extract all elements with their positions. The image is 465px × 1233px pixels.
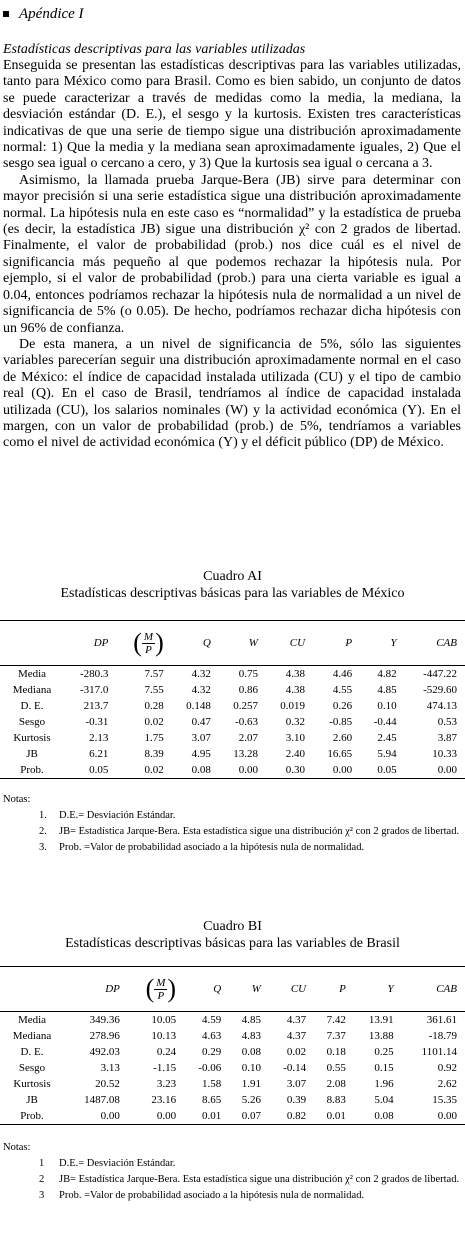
table-row xyxy=(0,1028,465,1044)
table-cell: 5.04 xyxy=(374,1094,394,1106)
table-cell: -529.60 xyxy=(423,684,457,696)
table-cell: 0.05 xyxy=(360,762,404,779)
right-paren: ) xyxy=(167,974,177,1003)
table-row xyxy=(0,1092,465,1108)
section-title: Estadísticas descriptivas para las variables utilizadas xyxy=(3,42,306,57)
table-cell: 4.37 xyxy=(286,1030,307,1042)
note-number: 1 xyxy=(39,1158,45,1169)
fraction-numerator: M xyxy=(156,976,166,989)
table-cell: 278.96 xyxy=(89,1030,120,1042)
row-label: Mediana xyxy=(12,1030,52,1042)
table-cell: -447.22 xyxy=(405,666,465,683)
table-cell: 15.35 xyxy=(432,1094,457,1106)
note-text: Prob. =Valor de probabilidad asociado a la hipótesis nula de normalidad. xyxy=(59,1190,365,1201)
notes-mexico xyxy=(3,792,463,856)
table-body xyxy=(0,666,465,779)
row-label: Kurtosis xyxy=(13,732,51,744)
table-b-title: Cuadro BI xyxy=(203,919,262,934)
column-header: Y xyxy=(360,621,404,666)
square-bullet-icon xyxy=(3,11,9,17)
table-cell: 2.08 xyxy=(326,1078,346,1090)
table-cell: 10.05 xyxy=(128,1012,184,1029)
row-label: JB xyxy=(26,748,38,760)
table-cell: -1.15 xyxy=(153,1062,177,1074)
table-cell: 361.61 xyxy=(402,1012,465,1029)
header-row xyxy=(0,621,465,666)
table-a-caption xyxy=(0,568,465,602)
table-cell: 4.59 xyxy=(184,1012,229,1029)
note-text: D.E.= Desviación Estándar. xyxy=(59,810,176,821)
table-cell: 0.10 xyxy=(377,700,397,712)
table-cell: 4.85 xyxy=(377,684,397,696)
row-label: Mediana xyxy=(12,684,52,696)
table-a-subtitle: Estadísticas descriptivas básicas para las variables de México xyxy=(60,586,405,601)
row-label: Prob. xyxy=(0,1108,64,1125)
note-item xyxy=(3,1156,463,1172)
note-text: JB= Estadística Jarque-Bera. Esta estadística sigue una distribución χ² con 2 grados de libertad. xyxy=(59,1174,460,1185)
note-number: 2 xyxy=(39,1174,45,1185)
note-item xyxy=(3,1172,463,1188)
table-cell: 0.32 xyxy=(285,716,306,728)
column-header xyxy=(128,967,184,1012)
note-text: Prob. =Valor de probabilidad asociado a la hipótesis nula de normalidad. xyxy=(59,842,365,853)
table-cell: 16.65 xyxy=(327,748,353,760)
table-cell: 0.15 xyxy=(374,1062,394,1074)
column-header: Q xyxy=(184,967,229,1012)
table-cell: 0.019 xyxy=(280,700,306,712)
table-row xyxy=(0,730,465,746)
table-cell: 4.37 xyxy=(269,1012,314,1029)
table-cell: 0.28 xyxy=(144,700,164,712)
table-cell: 0.24 xyxy=(156,1046,177,1058)
column-header: DP xyxy=(64,967,128,1012)
table-cell: 2.60 xyxy=(332,732,353,744)
row-label: Sesgo xyxy=(18,1062,46,1074)
paragraph-1: Enseguida se presentan las estadísticas descriptivas para las variables utilizadas, tanto para México como para Brasil. Como es bien sabido, un conjunto de datos se puede caracterizar a través de medidas como la media, la mediana, la desviación estándar (D. E.), el sesgo y la kurtosis. Existen tres características indicativas de que una serie de tiempo sigue una distribución aproximadamente normal: 1) Que la media y la mediana sean aproximadamente iguales, 2) Que el sesgo sea igual o cercano a cero, y 3) Que la kurtosis sea igual o cercana a 3. xyxy=(3,58,461,172)
table-cell: 20.52 xyxy=(95,1078,120,1090)
note-item xyxy=(3,808,463,824)
table-cell: 4.63 xyxy=(201,1030,222,1042)
table-cell: 13.88 xyxy=(368,1030,394,1042)
column-header: CAB xyxy=(405,621,465,666)
note-text: JB= Estadística Jarque-Bera. Esta estadística sigue una distribución χ² con 2 grados de libertad. xyxy=(59,826,460,837)
column-header: P xyxy=(314,967,354,1012)
header-row xyxy=(0,967,465,1012)
row-label: Sesgo xyxy=(18,716,46,728)
table-cell: 0.82 xyxy=(269,1108,314,1125)
paragraph-2: Asimismo, la llamada prueba Jarque-Bera (JB) sirve para determinar con mayor precisión si una serie estadística sigue una distribución aproximadamente normal. La hipótesis nula en este caso es “normalidad” y la estadística de prueba (es decir, la estadística JB) sigue una distribución χ² con 2 grados de libertad. Finalmente, el valor de probabilidad (prob.) nos dice cuál es el nivel de significancia más pequeño al que podemos rechazar la hipótesis nula. Por ejemplo, si el valor de probabilidad (prob.) para una cierta variable es igual a 0.04, entonces podríamos rechazar la hipótesis nula de normalidad a un nivel de significancia de 5% (o 0.05). De hecho, podríamos rechazar dicha hipótesis con un 96% de confianza. xyxy=(3,172,461,336)
table-cell: 8.39 xyxy=(144,748,164,760)
table-cell: 0.00 xyxy=(219,762,266,779)
column-header: P xyxy=(313,621,360,666)
table-cell: 0.08 xyxy=(241,1046,261,1058)
header-corner xyxy=(0,621,64,666)
table-cell: 0.07 xyxy=(229,1108,269,1125)
table-cell: 0.55 xyxy=(326,1062,346,1074)
table-header xyxy=(0,621,465,666)
row-label: Media xyxy=(0,666,64,683)
row-label: D. E. xyxy=(20,700,44,712)
table-b-subtitle: Estadísticas descriptivas básicas para las variables de Brasil xyxy=(65,936,400,951)
table-cell: 213.7 xyxy=(83,700,109,712)
table-row xyxy=(0,762,465,779)
table-cell: 4.38 xyxy=(266,666,313,683)
table-cell: 2.45 xyxy=(377,732,397,744)
table-cell: 1.75 xyxy=(144,732,164,744)
column-header: Y xyxy=(354,967,402,1012)
row-label: JB xyxy=(26,1094,38,1106)
note-item xyxy=(3,1188,463,1204)
table-cell: -0.63 xyxy=(235,716,258,728)
table-row xyxy=(0,746,465,762)
table-cell: 0.25 xyxy=(374,1046,394,1058)
note-number: 3 xyxy=(39,1190,45,1201)
notes-title: Notas: xyxy=(3,794,31,805)
column-header: Q xyxy=(172,621,219,666)
fraction xyxy=(142,631,155,656)
table-cell: 7.57 xyxy=(116,666,171,683)
table-cell: 0.00 xyxy=(313,762,360,779)
table-cell: 2.07 xyxy=(238,732,258,744)
table-cell: 0.86 xyxy=(238,684,258,696)
table-cell: 1.91 xyxy=(241,1078,261,1090)
column-header xyxy=(116,621,171,666)
table-cell: 4.55 xyxy=(332,684,353,696)
table-cell: 0.05 xyxy=(64,762,116,779)
table-cell: 6.21 xyxy=(89,748,109,760)
m-over-p-fraction xyxy=(146,976,177,1002)
table-cell: 0.01 xyxy=(184,1108,229,1125)
table-cell: 0.02 xyxy=(116,762,171,779)
table-cell: 0.148 xyxy=(186,700,211,712)
right-paren: ) xyxy=(155,628,164,657)
fraction-numerator: M xyxy=(143,630,154,643)
table-cell: -18.79 xyxy=(428,1030,457,1042)
table-cell: 1101.14 xyxy=(421,1046,457,1058)
left-paren: ( xyxy=(145,974,155,1003)
table-cell: 3.13 xyxy=(100,1062,120,1074)
table-cell: 10.33 xyxy=(432,748,457,760)
table-cell: 1.58 xyxy=(201,1078,222,1090)
note-number: 3. xyxy=(39,842,47,853)
table-row xyxy=(0,698,465,714)
table-cell: 0.08 xyxy=(172,762,219,779)
row-label: Prob. xyxy=(0,762,64,779)
note-text: D.E.= Desviación Estándar. xyxy=(59,1158,176,1169)
table-cell: 3.07 xyxy=(286,1078,307,1090)
table-cell: 3.10 xyxy=(285,732,306,744)
note-item xyxy=(3,840,463,856)
table-cell: 492.03 xyxy=(89,1046,120,1058)
table-cell: 2.13 xyxy=(89,732,109,744)
row-label: Kurtosis xyxy=(13,1078,51,1090)
table-cell: 0.00 xyxy=(402,1108,465,1125)
table-cell: 10.13 xyxy=(151,1030,177,1042)
table-cell: 4.38 xyxy=(285,684,306,696)
table-cell: 3.07 xyxy=(191,732,211,744)
table-mexico xyxy=(0,620,465,779)
table-cell: -0.85 xyxy=(329,716,353,728)
table-cell: -0.44 xyxy=(373,716,397,728)
table-cell: 5.26 xyxy=(241,1094,261,1106)
column-header: CAB xyxy=(402,967,465,1012)
note-number: 2. xyxy=(39,826,47,837)
table-cell: -0.14 xyxy=(283,1062,307,1074)
fraction xyxy=(154,977,167,1002)
table-cell: 4.32 xyxy=(191,684,211,696)
table-cell: 4.82 xyxy=(360,666,404,683)
table-cell: 0.00 xyxy=(128,1108,184,1125)
table-cell: -0.06 xyxy=(198,1062,222,1074)
table-row xyxy=(0,666,465,683)
column-header: DP xyxy=(64,621,116,666)
table-cell: 0.00 xyxy=(405,762,465,779)
table-cell: 7.37 xyxy=(326,1030,346,1042)
table-cell: 0.257 xyxy=(233,700,258,712)
table-cell: -0.31 xyxy=(85,716,109,728)
table-cell: 474.13 xyxy=(426,700,457,712)
table-row xyxy=(0,1108,465,1125)
table-cell: 0.10 xyxy=(241,1062,261,1074)
column-header: CU xyxy=(266,621,313,666)
table-cell: 0.30 xyxy=(266,762,313,779)
table-cell: 7.55 xyxy=(144,684,164,696)
fraction-denominator: P xyxy=(157,989,165,1002)
table-cell: 0.92 xyxy=(437,1062,457,1074)
table-row xyxy=(0,714,465,730)
table-cell: 4.85 xyxy=(229,1012,269,1029)
notes-brasil xyxy=(3,1140,463,1204)
table-b-caption xyxy=(0,918,465,952)
table-cell: 2.62 xyxy=(437,1078,457,1090)
table-cell: 0.29 xyxy=(201,1046,222,1058)
table-cell: 0.18 xyxy=(326,1046,346,1058)
table-cell: 0.26 xyxy=(332,700,353,712)
table-cell: -280.3 xyxy=(64,666,116,683)
table-cell: 0.39 xyxy=(286,1094,307,1106)
table-cell: 1.96 xyxy=(374,1078,394,1090)
left-paren: ( xyxy=(133,628,142,657)
appendix-header xyxy=(3,6,84,23)
table-cell: 0.00 xyxy=(64,1108,128,1125)
header-corner xyxy=(0,967,64,1012)
fraction-denominator: P xyxy=(145,643,152,656)
table-cell: 4.83 xyxy=(241,1030,261,1042)
table-body xyxy=(0,1012,465,1125)
column-header: CU xyxy=(269,967,314,1012)
table-cell: 13.28 xyxy=(233,748,258,760)
paragraph-3: De esta manera, a un nivel de significancia de 5%, sólo las siguientes variables parecerían seguir una distribución aproximadamente normal en el caso de México: el índice de capacidad instalada utilizada (CU) y el tipo de cambio real (Q). En el caso de Brasil, tendríamos al índice de capacidad instalada utilizada (CU), los salarios nominales (W) y la actividad económica (Y). En el margen, con un valor de probabilidad (prob.) de 5%, tendríamos a variables como el nivel de actividad económica (Y) y el déficit público (DP) de México. xyxy=(3,336,461,451)
table-cell: 0.02 xyxy=(144,716,164,728)
table-cell: 4.46 xyxy=(313,666,360,683)
table-cell: 349.36 xyxy=(64,1012,128,1029)
table-cell: 2.40 xyxy=(285,748,306,760)
table-cell: 0.75 xyxy=(219,666,266,683)
table-brasil xyxy=(0,966,465,1125)
appendix-title: Apéndice I xyxy=(19,6,84,22)
row-label: Media xyxy=(0,1012,64,1029)
table-cell: 8.65 xyxy=(201,1094,222,1106)
table-cell: 0.47 xyxy=(191,716,211,728)
note-number: 1. xyxy=(39,810,47,821)
table-cell: 8.83 xyxy=(326,1094,346,1106)
table-cell: 1487.08 xyxy=(84,1094,120,1106)
table-cell: 0.53 xyxy=(437,716,457,728)
table-a-title: Cuadro AI xyxy=(203,569,262,584)
table-row xyxy=(0,1012,465,1029)
table-cell: 5.94 xyxy=(377,748,397,760)
table-cell: 13.91 xyxy=(354,1012,402,1029)
table-header xyxy=(0,967,465,1012)
table-row xyxy=(0,1060,465,1076)
table-cell: 23.16 xyxy=(151,1094,177,1106)
table-cell: -317.0 xyxy=(79,684,109,696)
table-cell: 0.01 xyxy=(314,1108,354,1125)
table-cell: 4.32 xyxy=(172,666,219,683)
table-cell: 7.42 xyxy=(314,1012,354,1029)
table-row xyxy=(0,1076,465,1092)
row-label: D. E. xyxy=(20,1046,44,1058)
table-cell: 3.87 xyxy=(437,732,457,744)
body-text xyxy=(3,58,461,452)
table-cell: 0.02 xyxy=(286,1046,307,1058)
column-header: W xyxy=(219,621,266,666)
table-cell: 0.08 xyxy=(354,1108,402,1125)
table-row xyxy=(0,682,465,698)
table-cell: 4.95 xyxy=(191,748,211,760)
column-header: W xyxy=(229,967,269,1012)
note-item xyxy=(3,824,463,840)
table-cell: 3.23 xyxy=(156,1078,177,1090)
table-row xyxy=(0,1044,465,1060)
notes-title: Notas: xyxy=(3,1142,31,1153)
m-over-p-fraction xyxy=(133,630,164,656)
